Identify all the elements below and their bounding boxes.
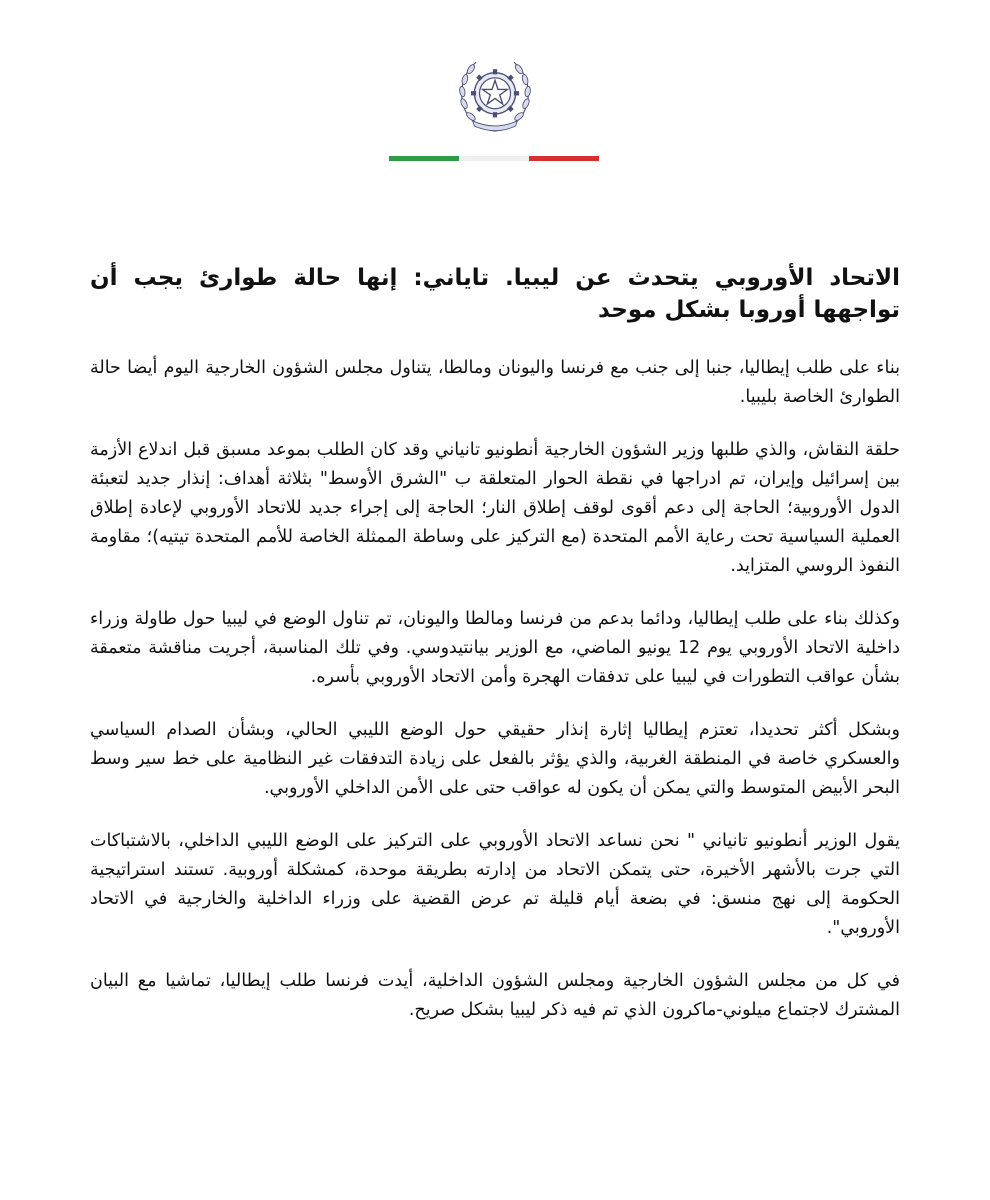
article-title: الاتحاد الأوروبي يتحدث عن ليبيا. تاياني: إنها حالة طوارئ يجب أن تواجهها أوروبا بشكل موحد	[90, 265, 900, 323]
italian-republic-emblem-icon	[452, 52, 538, 138]
header	[0, 52, 990, 138]
article-paragraph: حلقة النقاش، والذي طلبها وزير الشؤون الخارجية أنطونيو تانياني وقد كان الطلب بموعد مسبق قبل اندلاع الأزمة بين إسرائيل وإيران، تم ادراجها في نقطة الحوار المتعلقة ب "الشرق الأوسط" بثلاثة أهداف: إنذار جديد لتعبئة الدول الأوروبية؛ الحاجة إلى دعم أقوى لوقف إطلاق النار؛ الحاجة إلى إجراء جديد للاتحاد الأوروبي لإعادة إطلاق العملية السياسية تحت رعاية الأمم المتحدة (مع التركيز على وساطة الممثلة الخاصة للأمم المتحدة تيتيه)؛ مقاومة النفوذ الروسي المتزايد.	[90, 440, 900, 576]
flag-stripe-green	[389, 156, 459, 161]
article-paragraph: بناء على طلب إيطاليا، جنبا إلى جنب مع فرنسا واليونان ومالطا، يتناول مجلس الشؤون الخارجية اليوم أيضا حالة الطوارئ الخاصة بليبيا.	[90, 358, 900, 407]
article-paragraph: في كل من مجلس الشؤون الخارجية ومجلس الشؤون الداخلية، أيدت فرنسا طلب إيطاليا، تماشيا مع البيان المشترك لاجتماع ميلوني-ماكرون الذي تم فيه ذكر ليبيا بشكل صريح.	[90, 971, 900, 1020]
article	[90, 262, 900, 1049]
flag-stripe-red	[529, 156, 599, 161]
article-paragraph: وكذلك بناء على طلب إيطاليا، ودائما بدعم من فرنسا ومالطا واليونان، تم تناول الوضع في ليبيا حول طاولة وزراء داخلية الاتحاد الأوروبي يوم 12 يونيو الماضي، مع الوزير بيانتيدوسي. وفي تلك المناسبة، أجريت مناقشة متعمقة بشأن عواقب التطورات في ليبيا على تدفقات الهجرة وأمن الاتحاد الأوروبي بأسره.	[90, 609, 900, 687]
italian-flag-bar	[389, 156, 599, 161]
flag-stripe-white	[459, 156, 529, 161]
article-paragraph: يقول الوزير أنطونيو تانياني " نحن نساعد الاتحاد الأوروبي على التركيز على الوضع الليبي الداخلي، بالاشتباكات التي جرت بالأشهر الأخيرة، حتى يتمكن الاتحاد من إدارته بطريقة موحدة، كمشكلة أوروبية. تستند استراتيجية الحكومة إلى نهج منسق: في بضعة أيام قليلة تم عرض القضية على وزراء الداخلية والخارجية في الاتحاد الأوروبي".	[90, 831, 900, 938]
article-paragraph: وبشكل أكثر تحديدا، تعتزم إيطاليا إثارة إنذار حقيقي حول الوضع الليبي الحالي، وبشأن الصدام السياسي والعسكري خاصة في المنطقة الغربية، والذي يؤثر بالفعل على زيادة التدفقات غير النظامية على خط سير وسط البحر الأبيض المتوسط والتي يمكن أن يكون له عواقب حتى على الأمن الداخلي الأوروبي.	[90, 720, 900, 798]
